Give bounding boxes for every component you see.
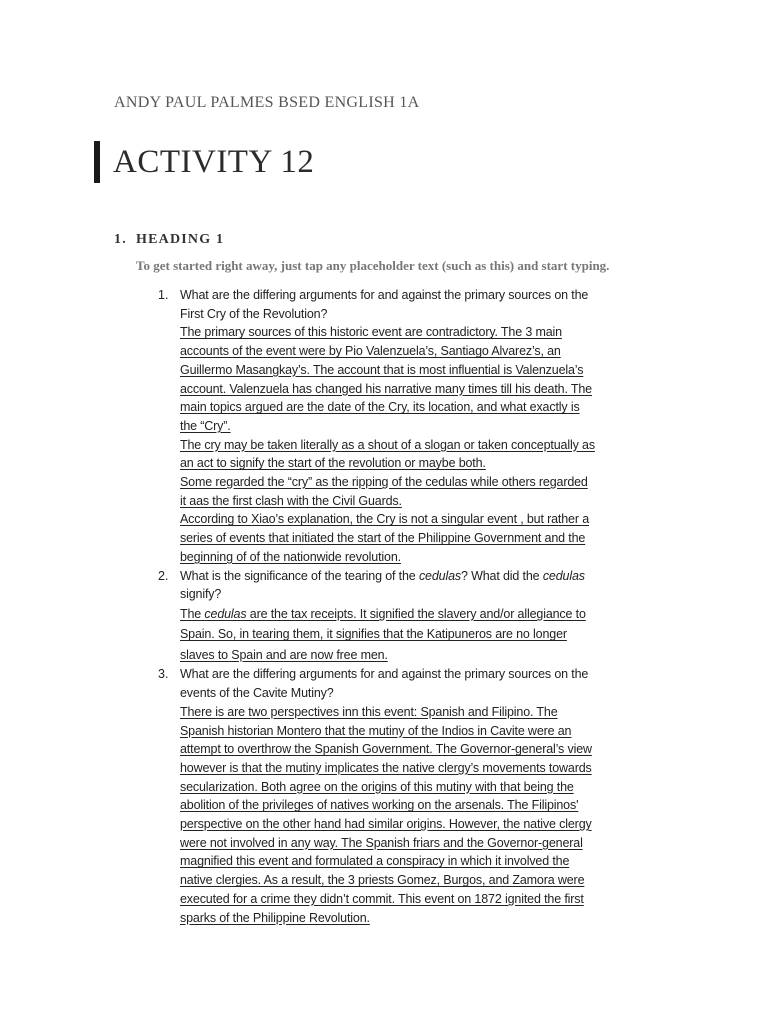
answer-line: it aas the first clash with the Civil Guards. <box>180 493 402 508</box>
answer-line: series of events that initiated the start of the Philippine Government and the <box>180 531 586 546</box>
answer-line: an act to signify the start of the revolution or maybe both. <box>180 456 486 471</box>
answer-text <box>180 604 655 666</box>
answer-line: sparks of the Philippine Revolution. <box>180 910 370 925</box>
answer-line: however is that the mutiny implicates the native clergy’s movements towards <box>180 760 592 775</box>
question-number: 2. <box>158 568 169 583</box>
question-number: 3. <box>158 667 169 682</box>
question-text <box>180 567 655 604</box>
question-line: What are the differing arguments for and against the primary sources on the <box>180 288 589 302</box>
answer-line: secularization. Both agree on the origins of this mutiny with that being the <box>180 779 574 794</box>
answer-line: According to Xiao’s explanation, the Cry is not a singular event , but rather a <box>180 512 589 527</box>
heading-number: 1. <box>114 232 127 247</box>
answer-line: executed for a crime they didn’t commit. This event on 1872 ignited the first <box>180 891 584 906</box>
question-item <box>158 665 655 927</box>
question-line: signify? <box>180 587 222 602</box>
answer-line: There is are two perspectives inn this event: Spanish and Filipino. The <box>180 704 558 719</box>
question-text <box>180 665 655 702</box>
answer-line: main topics argued are the date of the Cry, its location, and what exactly is <box>180 400 580 415</box>
answer-line: slaves to Spain and are now free men. <box>180 647 388 662</box>
answer-line: abolition of the privileges of natives working on the arsenals. The Filipinos' <box>180 798 579 813</box>
question-line: What are the differing arguments for and against the primary sources on the <box>180 667 589 682</box>
answer-line: magnified this event and formulated a conspiracy in which it involved the <box>180 854 570 869</box>
answer-line: account. Valenzuela has changed his narrative many times till his death. The <box>180 381 592 396</box>
answer-line: perspective on the other hand had similar origins. However, the native clergy <box>180 817 592 832</box>
answer-line: beginning of of the nationwide revolution. <box>180 549 401 564</box>
question-item <box>158 567 655 666</box>
placeholder-text: To get started right away, just tap any placeholder text (such as this) and start typing. <box>136 258 610 273</box>
question-line: What is the significance of the tearing of the cedulas? What did the cedulas <box>180 568 585 583</box>
answer-line: The cry may be taken literally as a shout of a slogan or taken conceptually as <box>180 437 595 452</box>
question-list <box>158 286 655 927</box>
answer-line: Spanish historian Montero that the mutiny of the Indios in Cavite were an <box>180 723 572 738</box>
answer-line: native clergies. As a result, the 3 priests Gomez, Burgos, and Zamora were <box>180 873 585 888</box>
page-title: ACTIVITY 12 <box>113 144 315 180</box>
answer-line: attempt to overthrow the Spanish Government. The Governor-general’s view <box>180 742 592 757</box>
answer-line: The cedulas are the tax receipts. It signified the slavery and/or allegiance to <box>180 606 586 621</box>
answer-line: Guillermo Masangkay’s. The account that is most influential is Valenzuela’s <box>180 362 584 377</box>
question-item <box>158 286 655 567</box>
answer-line: accounts of the event were by Pio Valenzuela’s, Santiago Alvarez’s, an <box>180 344 561 359</box>
title-accent-bar <box>94 141 100 183</box>
answer-line: were not involved in any way. The Spanish friars and the Governor-general <box>180 835 583 850</box>
section-heading <box>114 232 224 248</box>
question-number: 1. <box>158 288 169 302</box>
answer-line: Some regarded the “cry” as the ripping of the cedulas while others regarded <box>180 475 588 490</box>
answer-text <box>180 703 655 927</box>
heading-label: HEADING 1 <box>136 232 225 247</box>
question-line: First Cry of the Revolution? <box>180 306 328 321</box>
answer-text <box>180 323 655 566</box>
answer-line: The primary sources of this historic event are contradictory. The 3 main <box>180 325 562 340</box>
answer-line: Spain. So, in tearing them, it signifies that the Katipuneros are no longer <box>180 627 567 642</box>
question-text <box>180 286 655 323</box>
answer-line: the “Cry”. <box>180 418 231 433</box>
author-line: ANDY PAUL PALMES BSED ENGLISH 1A <box>114 94 420 111</box>
question-line: events of the Cavite Mutiny? <box>180 686 334 701</box>
